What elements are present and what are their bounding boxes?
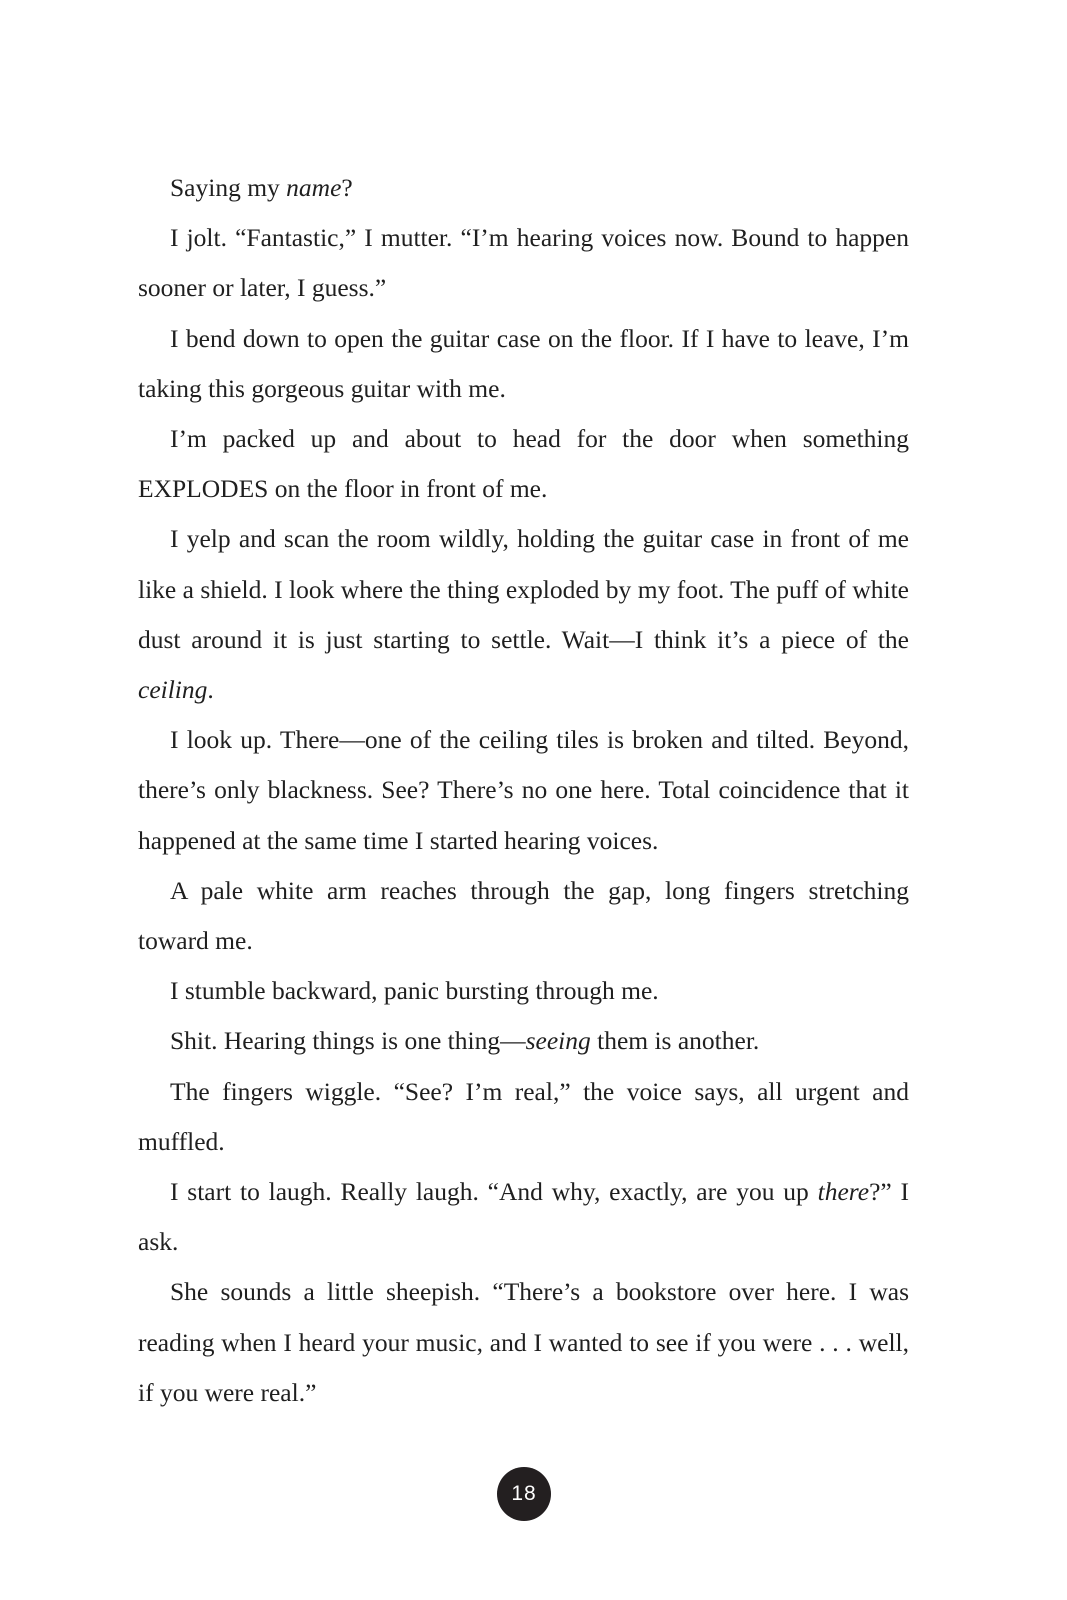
paragraph: [138, 715, 909, 866]
text-run: .: [207, 675, 214, 705]
text-run: them is another.: [590, 1026, 760, 1056]
paragraph: [138, 514, 909, 715]
paragraph: [138, 866, 909, 966]
emphasized-text: there: [817, 1177, 870, 1207]
emphasized-text: seeing: [525, 1026, 591, 1056]
paragraph: [138, 1167, 909, 1267]
text-run: The fingers wiggle. “See? I’m real,” the voice says, all urgent and muffled.: [138, 1076, 909, 1156]
emphasized-text: name: [286, 173, 342, 202]
emphasized-text: ceiling: [138, 675, 208, 705]
text-run: I stumble backward, panic bursting through me.: [170, 976, 659, 1006]
text-run: A pale white arm reaches through the gap, long fingers stretching toward me.: [138, 875, 909, 956]
page-body-text: [138, 163, 909, 1418]
paragraph: [138, 1016, 909, 1066]
text-run: Shit. Hearing things is one thing—: [170, 1026, 526, 1056]
text-run: I start to laugh. Really laugh. “And why, exactly, are you up: [170, 1177, 818, 1207]
page-number: 18: [511, 1482, 537, 1505]
text-run: I yelp and scan the room wildly, holding the guitar case in front of me like a shield. I look where the thing exploded by my foot. The puff of white dust around it is just starting to settle. Wait—I think it’s a piece of the: [138, 524, 909, 654]
paragraph: [138, 414, 909, 514]
paragraph: [138, 966, 909, 1016]
paragraph: [138, 163, 909, 213]
text-run: I jolt. “Fantastic,” I mutter. “I’m hearing voices now. Bound to happen sooner or later, I guess.”: [138, 223, 909, 303]
paragraph: [138, 1267, 909, 1418]
text-run: I look up. There—one of the ceiling tiles is broken and tilted. Beyond, there’s only blackness. See? There’s no one here. Total coincidence that it happened at the same time I started hearing voices.: [138, 725, 909, 855]
page-number-badge: [497, 1467, 551, 1521]
paragraph: [138, 1067, 909, 1167]
text-run: She sounds a little sheepish. “There’s a bookstore over here. I was reading when I heard your music, and I wanted to see if you were . . . well, if you were real.”: [138, 1277, 909, 1407]
paragraph: [138, 314, 909, 414]
text-run: ?” I ask.: [138, 1177, 909, 1257]
text-run: Saying my: [170, 173, 287, 202]
paragraph: [138, 213, 909, 313]
text-run: ?: [341, 173, 353, 202]
text-run: I’m packed up and about to head for the door when something EXPLODES on the floor in front of me.: [138, 424, 909, 504]
text-run: I bend down to open the guitar case on the floor. If I have to leave, I’m taking this gorgeous guitar with me.: [138, 323, 909, 403]
